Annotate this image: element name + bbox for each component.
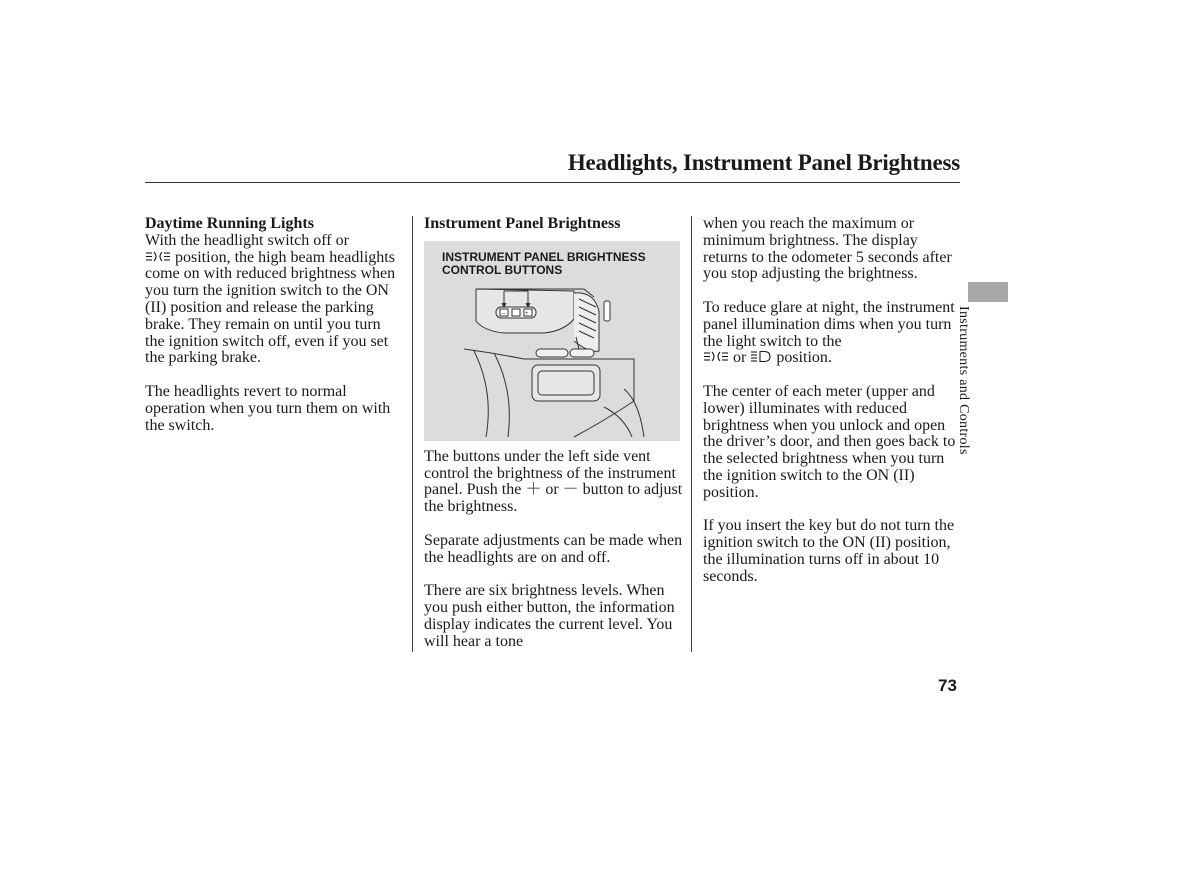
- drl-text-a: With the headlight switch off or: [145, 231, 349, 249]
- title-rule: [145, 182, 960, 183]
- svg-text:–: –: [502, 310, 506, 317]
- paragraph-drl-2: The headlights revert to normal operation when you turn them on with the switch.: [145, 382, 391, 434]
- column-instrument-panel-brightness: [424, 216, 684, 667]
- page-number: 73: [938, 676, 957, 695]
- heading-daytime-running-lights: Daytime Running Lights: [145, 215, 314, 232]
- parking-light-icon: [145, 250, 171, 263]
- figure-brightness-buttons: [424, 241, 680, 441]
- paragraph-ipb-3: There are six brightness levels. When you push either button, the information display indicates the current level. You will hear a tone: [424, 582, 675, 650]
- column-divider-1: [412, 216, 413, 652]
- headlight-icon: [750, 350, 772, 363]
- paragraph-c3-4: If you insert the key but do not turn the ignition switch to the ON (II) position, the illumination turns off in about 10 seconds.: [703, 517, 955, 585]
- section-tab: [968, 282, 1008, 302]
- parking-light-icon: [703, 350, 729, 363]
- column-daytime-running-lights: [145, 216, 403, 451]
- paragraph-ipb-1: The buttons under the left side vent control the brightness of the instrument panel. Push the ＋ or － button to adjust the brightness.: [424, 447, 683, 516]
- page-title: Headlights, Instrument Panel Brightness: [567, 150, 960, 175]
- section-label: Instruments and Controls: [956, 306, 971, 455]
- svg-text:+: +: [525, 310, 529, 317]
- drl-text-b: position, the high beam headlights come on with reduced brightness when you turn the ignition switch to the ON (II) position and release the parking brake. They remain on until you turn the ignition switch off, even if you set the parking brake.: [145, 248, 396, 367]
- glare-text-c: position.: [776, 349, 832, 367]
- paragraph-drl-1: [145, 233, 403, 367]
- paragraph-c3-1: when you reach the maximum or minimum brightness. The display returns to the odometer 5 seconds after you stop adjusting the brightness.: [703, 215, 952, 283]
- figure-caption-line-1: INSTRUMENT PANEL BRIGHTNESS: [442, 249, 646, 264]
- column-continued: [703, 216, 963, 602]
- column-divider-2: [691, 216, 692, 652]
- paragraph-c3-2: [703, 300, 963, 367]
- glare-text-a: To reduce glare at night, the instrument panel illumination dims when you turn the light switch to the: [703, 298, 955, 350]
- section-side-label: [956, 306, 989, 476]
- figure-caption-line-2: CONTROL BUTTONS: [442, 262, 563, 277]
- glare-text-or: or: [733, 349, 747, 367]
- figure-caption: [442, 251, 646, 277]
- paragraph-c3-3: The center of each meter (upper and lower) illuminates with reduced brightness when you unlock and open the driver’s door, and then goes back to the selected brightness when you turn the ignition switch to the ON (II) position.: [703, 382, 956, 501]
- heading-instrument-panel-brightness: Instrument Panel Brightness: [424, 215, 621, 232]
- paragraph-ipb-2: Separate adjustments can be made when the headlights are on and off.: [424, 531, 683, 566]
